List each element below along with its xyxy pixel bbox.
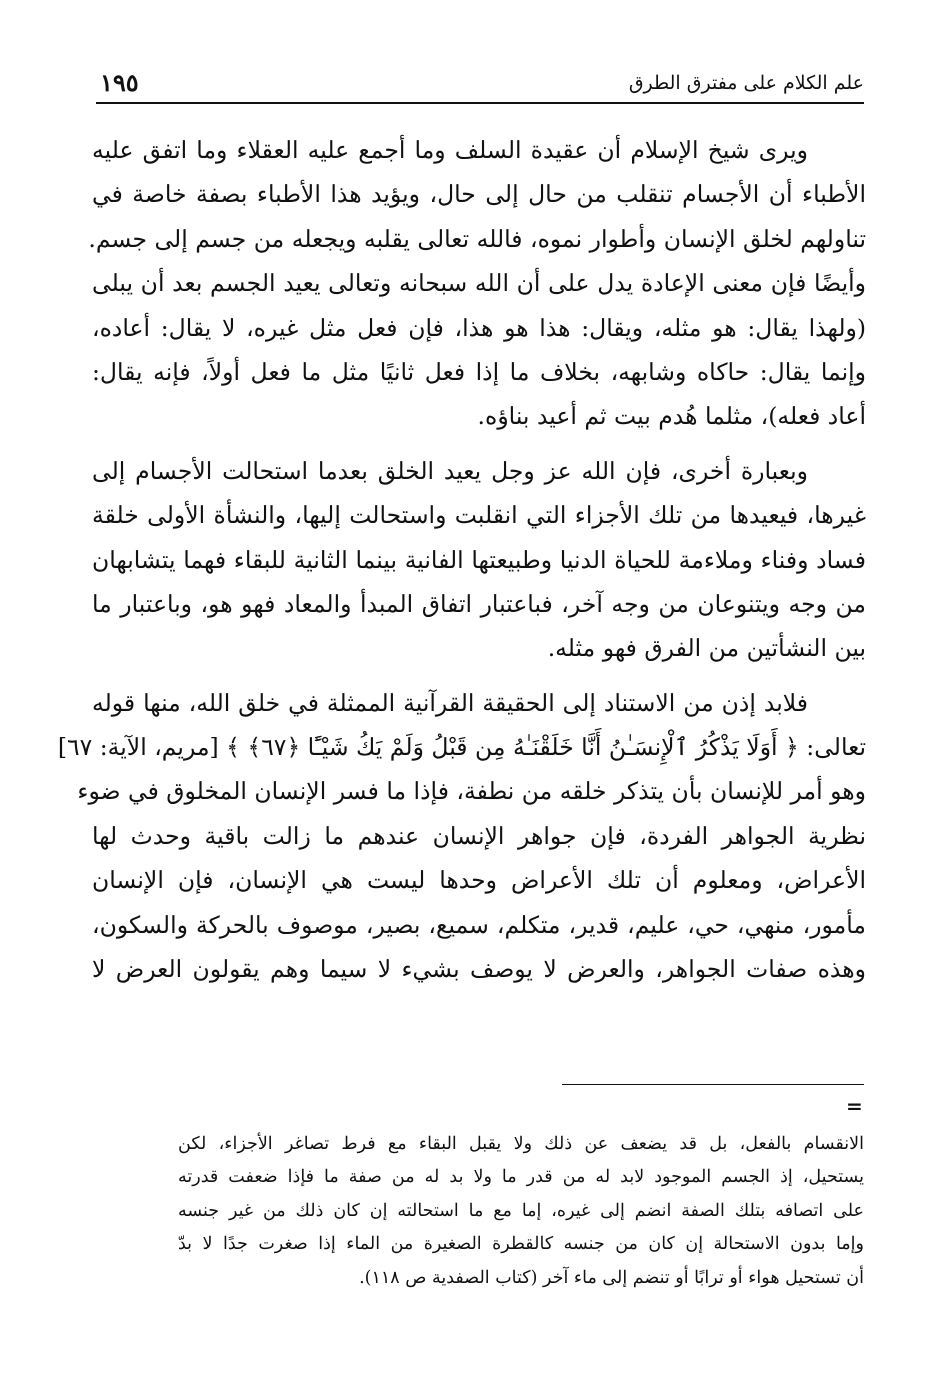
paragraph-gap	[92, 439, 866, 449]
page-number: ١٩٥	[100, 68, 139, 97]
footnote-line: على اتصافه بتلك الصفة انضم إلى غيره، إما مع ما استحالته إن كان ذلك من غير جنسه	[178, 1200, 864, 1221]
footnote-line: يستحيل، إذ الجسم الموجود لابد له من قدر ما ولا بد له من صفة ما فإذا ضعفت قدرته	[178, 1167, 864, 1188]
text-line: ويرى شيخ الإسلام أن عقيدة السلف وما أجمع عليه العقلاء وما اتفق عليه	[92, 136, 808, 164]
text-line: نظرية الجواهر الفردة، فإن جواهر الإنسان عندهم ما زالت باقية وحدث لها	[92, 821, 866, 850]
page-header	[96, 66, 864, 104]
footnote-line: الانقسام بالفعل، بل قد يضعف عن ذلك ولا يقبل البقاء مع فرط تصاغر الأجزاء، لكن	[178, 1134, 864, 1154]
footnote-line: أن تستحيل هواء أو ترابًا أو تنضم إلى ماء آخر (كتاب الصفدية ص ١١٨).	[359, 1267, 864, 1288]
text-line: أعاد فعله)، مثلما هُدم بيت ثم أعيد بناؤه.	[477, 402, 866, 431]
running-title: علم الكلام على مفترق الطرق	[628, 72, 864, 94]
paragraph-gap	[92, 671, 866, 681]
text-line: وأيضًا فإن معنى الإعادة يدل على أن الله سبحانه وتعالى يعيد الجسم بعد أن يبلى	[92, 269, 866, 298]
text-line: غيرها، فيعيدها من تلك الأجزاء التي انقلبت واستحالت إليها، والنشأة الأولى خلقة	[92, 501, 866, 530]
text-line: تناولهم لخلق الإنسان وأطوار نموه، فالله تعالى يقلبه ويجعله من جسم إلى جسم.	[88, 224, 866, 253]
text-line: فساد وفناء وملاءمة للحياة الدنيا وطبيعتها الفانية بينما الثانية للبقاء فهما يتشابهان	[92, 545, 866, 574]
text-line: وهذه صفات الجواهر، والعرض لا يوصف بشيء لا سيما وهم يقولون العرض لا	[92, 955, 866, 984]
footnote-separator	[562, 1084, 864, 1085]
main-text	[57, 128, 866, 991]
text-line: من وجه ويتنوعان من وجه آخر، فباعتبار اتفاق المبدأ والمعاد فهو هو، وباعتبار ما	[92, 589, 866, 618]
text-line: (ولهذا يقال: هو مثله، ويقال: هذا هو هذا، فإن فعل مثل غيره، لا يقال: أعاده،	[92, 313, 866, 342]
text-line: فلابد إذن من الاستناد إلى الحقيقة القرآنية الممثلة في خلق الله، منها قوله	[92, 688, 808, 717]
footnote-line: وإما بدون الاستحالة إن كان من جنسه كالقطرة الصغيرة من الماء إذا صغرت جدًا لا بدّ	[178, 1234, 864, 1255]
text-line: وهو أمر للإنسان بأن يتذكر خلقه من نطفة، فإذا ما فسر الإنسان المخلوق في ضوء	[77, 777, 866, 806]
text-line: الأطباء أن الأجسام تنقلب من حال إلى حال، ويؤيد هذا الأطباء بصفة خاصة في	[92, 180, 866, 209]
footnote-continuation-mark: =	[846, 1094, 863, 1118]
text-line: وبعبارة أخرى، فإن الله عز وجل يعيد الخلق بعدما استحالت الأجسام إلى	[92, 456, 808, 485]
text-line: مأمور، منهي، حي، عليم، قدير، متكلم، سميع، بصير، موصوف بالحركة والسكون،	[92, 910, 866, 939]
text-line: بين النشأتين من الفرق فهو مثله.	[547, 634, 866, 663]
footnote	[178, 1128, 864, 1295]
text-line: الأعراض، ومعلوم أن تلك الأعراض وحدها ليست هي الإنسان، فإن الإنسان	[92, 866, 866, 895]
quran-verse-line: تعالى: ﴿ أَوَلَا يَذْكُرُ ٱلْإِنسَـٰنُ أَنَّا خَلَقْنَـٰهُ مِن قَبْلُ وَلَمْ يَكُ شَيْـًٔا ﴿٦٧﴾ ﴾ [مريم، الآية: ٦٧]	[57, 733, 866, 762]
text-line: وإنما يقال: حاكاه وشابهه، بخلاف ما إذا فعل ثانيًا مثل ما فعل أولاً، فإنه يقال:	[92, 357, 866, 386]
